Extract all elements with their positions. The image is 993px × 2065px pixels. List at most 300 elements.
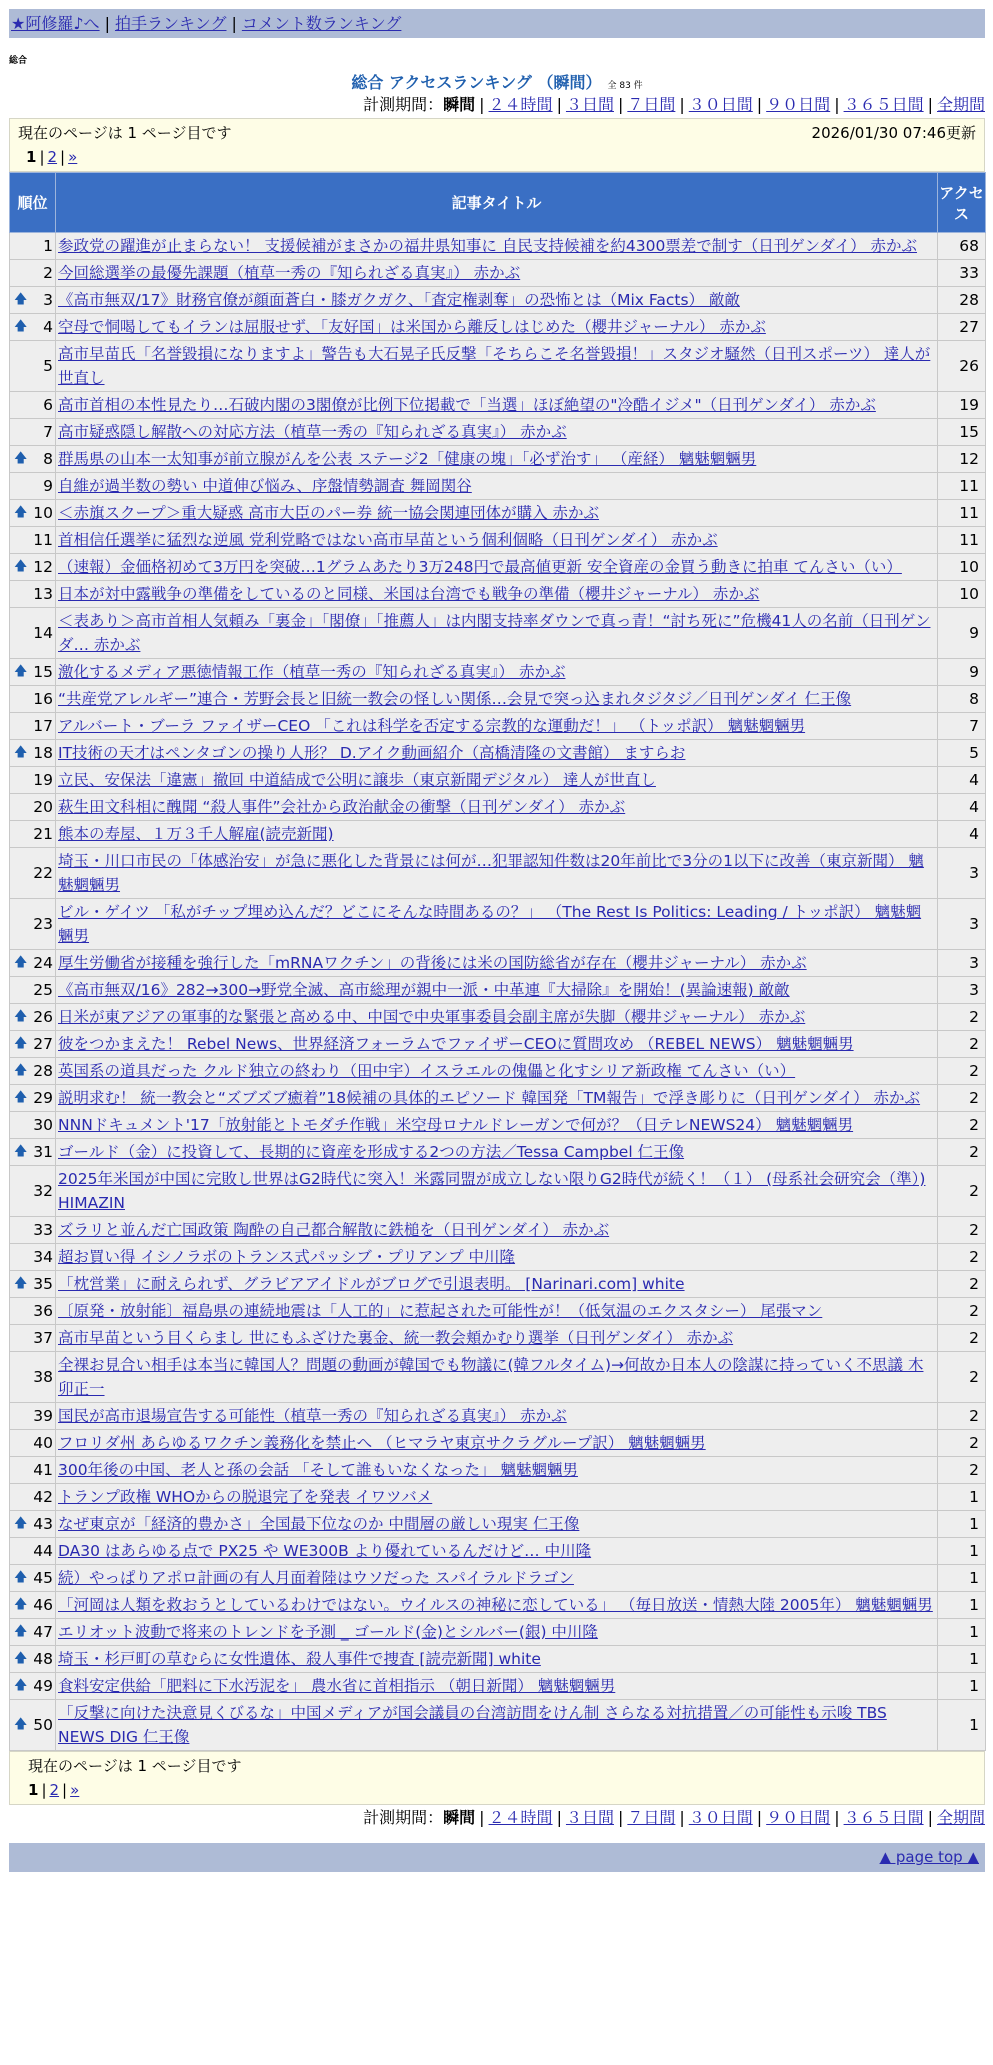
title-cell — [56, 950, 938, 977]
rank-number: 24 — [33, 954, 53, 972]
rank-cell — [10, 1298, 56, 1325]
title-cell — [56, 260, 938, 287]
title-cell — [56, 794, 938, 821]
table-row — [10, 1085, 986, 1112]
article-link[interactable]: 300年後の中国、老人と孫の会話 「そして誰もいなくなった」 魑魅魍魎男 — [58, 1461, 578, 1479]
rank-cell — [10, 977, 56, 1004]
period-current: 瞬間 — [443, 95, 476, 114]
article-link[interactable]: 激化するメディア悪徳情報工作（植草一秀の『知られざる真実』） 赤かぶ — [58, 663, 566, 681]
access-count: 12 — [938, 446, 986, 473]
article-link[interactable]: 「反撃に向けた決意見くびるな」中国メディアが国会議員の台湾訪問をけん制 さらなる対抗措置／の可能性も示唆 TBS NEWS DIG 仁王像 — [58, 1704, 887, 1746]
period-3d-bottom[interactable]: ３日間 — [565, 1808, 614, 1827]
rank-number: 30 — [33, 1116, 53, 1134]
rank-number: 40 — [33, 1434, 53, 1452]
period-7d-bottom[interactable]: ７日間 — [627, 1808, 676, 1827]
rank-cell — [10, 500, 56, 527]
period-all-bottom[interactable]: 全期間 — [936, 1808, 985, 1827]
table-row — [10, 527, 986, 554]
top-nav — [9, 9, 985, 38]
title-cell — [56, 233, 938, 260]
period-current-bottom: 瞬間 — [443, 1808, 476, 1827]
rank-cell — [10, 233, 56, 260]
period-30d-bottom[interactable]: ３０日間 — [688, 1808, 753, 1827]
access-count: 1 — [938, 1700, 986, 1751]
arrow-up-icon: 🡅 — [14, 1516, 28, 1531]
period-3d[interactable]: ３日間 — [565, 95, 614, 114]
title-cell — [56, 1244, 938, 1271]
access-count: 3 — [938, 899, 986, 950]
title-cell — [56, 1592, 938, 1619]
article-link[interactable]: 国民が高市退場宣告する可能性（植草一秀の『知られざる真実』） 赤かぶ — [58, 1407, 567, 1425]
access-count: 1 — [938, 1565, 986, 1592]
article-link[interactable]: IT技術の天才はペンタゴンの操り人形？ D.アイク動画紹介（高橋清隆の文書館） ますらお — [58, 744, 686, 762]
rank-cell — [10, 419, 56, 446]
title-cell — [56, 1004, 938, 1031]
rank-number: 48 — [33, 1650, 53, 1668]
rank-number: 21 — [33, 825, 53, 843]
article-link[interactable]: 群馬県の山本一太知事が前立腺がんを公表 ステージ2「健康の塊」「必ず治す」 （産経） 魑魅魍魎男 — [58, 450, 757, 468]
access-count: 11 — [938, 527, 986, 554]
access-count: 2 — [938, 1166, 986, 1217]
current-page-text-bottom: 現在のページは 1 ページ目です — [28, 1757, 242, 1775]
table-row — [10, 821, 986, 848]
article-link[interactable]: 高市疑惑隠し解散への対応方法（植草一秀の『知られざる真実』） 赤かぶ — [58, 423, 567, 441]
table-row — [10, 1673, 986, 1700]
article-link[interactable]: 自維が過半数の勢い 中道伸び悩み、序盤情勢調査 舞岡関谷 — [58, 477, 472, 495]
article-link[interactable]: 全裸お見合い相手は本当に韓国人？問題の動画が韓国でも物議に(韓フルタイム)→何故か日本人の陰謀に持っていく不思議 木卯正一 — [58, 1356, 924, 1398]
article-link[interactable]: 「枕営業」に耐えられず、グラビアアイドルがブログで引退表明。 [Narinari.com] white — [58, 1275, 685, 1293]
rank-cell — [10, 767, 56, 794]
access-count: 4 — [938, 794, 986, 821]
pager-current: 1 — [26, 148, 37, 166]
title-cell — [56, 1085, 938, 1112]
nav-link-applause-ranking[interactable]: 拍手ランキング — [114, 14, 227, 33]
article-link[interactable]: 英国系の道具だった クルド独立の終わり（田中宇）イスラエルの傀儡と化すシリア新政権 てんさい（い） — [58, 1062, 796, 1080]
access-count: 2 — [938, 1352, 986, 1403]
article-link[interactable]: なぜ東京が「経済的豊かさ」全国最下位なのか 中間層の厳しい現実 仁王像 — [58, 1515, 580, 1533]
title-cell — [56, 1565, 938, 1592]
table-row — [10, 1244, 986, 1271]
access-count: 3 — [938, 848, 986, 899]
period-365d[interactable]: ３６５日間 — [843, 95, 924, 114]
rank-number: 7 — [43, 423, 53, 441]
table-row — [10, 1139, 986, 1166]
rank-cell — [10, 260, 56, 287]
rank-number: 18 — [33, 744, 53, 762]
table-row — [10, 1004, 986, 1031]
period-selector-top: 計測期間：瞬間 | ２４時間 | ３日間 | ７日間 | ３０日間 | ９０日間 | ３６５日間 | 全期間 — [363, 95, 985, 114]
rank-cell — [10, 287, 56, 314]
rank-cell — [10, 554, 56, 581]
rank-cell — [10, 1457, 56, 1484]
rank-cell — [10, 314, 56, 341]
article-link[interactable]: 「河岡は人類を救おうとしているわけではない。ウイルスの神秘に恋している」 （毎日放送・情熱大陸 2005年） 魑魅魍魎男 — [58, 1596, 933, 1614]
article-link[interactable]: 2025年米国が中国に完敗し世界はG2時代に突入！米露同盟が成立しない限りG2時代が続く！（１） (母系社会研究会（準）) HIMAZIN — [58, 1170, 926, 1212]
article-link[interactable]: ゴールド（金）に投資して、長期的に資産を形成する2つの方法／Tessa Campbel 仁王像 — [58, 1143, 685, 1161]
access-count: 1 — [938, 1592, 986, 1619]
rank-cell — [10, 1085, 56, 1112]
rank-number: 44 — [33, 1542, 53, 1560]
rank-cell — [10, 713, 56, 740]
article-link[interactable]: 埼玉・杉戸町の草むらに女性遺体、殺人事件で捜査 [読売新聞] white — [58, 1650, 541, 1668]
page-top-link[interactable]: ▲ page top ▲ — [879, 1848, 979, 1866]
rank-cell — [10, 608, 56, 659]
title-cell — [56, 1457, 938, 1484]
rank-number: 8 — [43, 450, 53, 468]
title-cell — [56, 1352, 938, 1403]
rank-number: 41 — [33, 1461, 53, 1479]
nav-separator: | — [231, 14, 237, 33]
article-link[interactable]: 厚生労働省が接種を強行した「mRNAワクチン」の背後には米の国防総省が存在（櫻井ジャーナル） 赤かぶ — [58, 954, 807, 972]
rank-number: 39 — [33, 1407, 53, 1425]
article-link[interactable]: ズラリと並んだ亡国政策 陶酔の自己都合解散に鉄槌を（日刊ゲンダイ） 赤かぶ — [58, 1221, 610, 1239]
article-link[interactable]: アルバート・ブーラ ファイザーCEO 「これは科学を否定する宗教的な運動だ！」 （トッポ訳） 魑魅魍魎男 — [58, 717, 806, 735]
arrow-up-icon: 🡅 — [14, 664, 28, 679]
access-count: 2 — [938, 1430, 986, 1457]
access-count: 1 — [938, 1484, 986, 1511]
access-count: 8 — [938, 686, 986, 713]
rank-number: 14 — [33, 624, 53, 642]
rank-cell — [10, 1352, 56, 1403]
article-link[interactable]: 《高市無双/17》財務官僚が顔面蒼白・膝ガクガク、「査定権剥奪」の恐怖とは（Mix Facts） 敵敵 — [58, 291, 740, 309]
title-cell — [56, 1646, 938, 1673]
period-90d[interactable]: ９０日間 — [766, 95, 831, 114]
access-count: 9 — [938, 659, 986, 686]
rank-number: 6 — [43, 396, 53, 414]
title-cell — [56, 740, 938, 767]
article-link[interactable]: 参政党の躍進が止まらない！ 支援候補がまさかの福井県知事に 自民支持候補を約4300票差で制す（日刊ゲンダイ） 赤かぶ — [58, 237, 917, 255]
rank-number: 35 — [33, 1275, 53, 1293]
table-row — [10, 1511, 986, 1538]
table-row — [10, 794, 986, 821]
article-link[interactable]: 高市首相の本性見たり…石破内閣の3閣僚が比例下位掲載で「当選」ほぼ絶望の"冷酷イジメ"（日刊ゲンダイ） 赤かぶ — [58, 396, 876, 414]
article-link[interactable]: 《高市無双/16》282→300→野党全滅、高市総理が親中一派・中革連『大掃除』を開始！(異論速報) 敵敵 — [58, 981, 790, 999]
rank-cell — [10, 446, 56, 473]
access-count: 2 — [938, 1298, 986, 1325]
rank-number: 17 — [33, 717, 53, 735]
pager-page-2[interactable]: 2 — [47, 148, 58, 166]
article-link[interactable]: NNNドキュメント'17「放射能とトモダチ作戦」米空母ロナルドレーガンで何が？（日テレNEWS24） 魑魅魍魎男 — [58, 1116, 854, 1134]
arrow-up-icon: 🡅 — [14, 292, 28, 307]
rank-number: 9 — [43, 477, 53, 495]
nav-link-comment-ranking[interactable]: コメント数ランキング — [241, 14, 402, 33]
arrow-up-icon: 🡅 — [14, 1090, 28, 1105]
table-row — [10, 500, 986, 527]
access-count: 2 — [938, 1085, 986, 1112]
rank-cell — [10, 899, 56, 950]
table-row — [10, 1166, 986, 1217]
rank-number: 47 — [33, 1623, 53, 1641]
access-count: 5 — [938, 740, 986, 767]
rank-cell — [10, 1565, 56, 1592]
article-link[interactable]: トランプ政権 WHOからの脱退完了を発表 イワツバメ — [58, 1488, 433, 1506]
article-link[interactable]: 埼玉・川口市民の「体感治安」が急に悪化した背景には何が…犯罪認知件数は20年前比で3分の1以下に改善（東京新聞） 魑魅魍魎男 — [58, 852, 924, 894]
rank-number: 4 — [43, 318, 53, 336]
title-cell — [56, 1484, 938, 1511]
access-count: 1 — [938, 1646, 986, 1673]
title-cell — [56, 1511, 938, 1538]
period-90d-bottom[interactable]: ９０日間 — [766, 1808, 831, 1827]
rank-cell — [10, 1592, 56, 1619]
rank-number: 38 — [33, 1368, 53, 1386]
table-row — [10, 713, 986, 740]
article-link[interactable]: 立民、安保法「違憲」撤回 中道結成で公明に譲歩（東京新聞デジタル） 達人が世直し — [58, 771, 656, 789]
article-link[interactable]: ＜赤旗スクープ＞重大疑惑 高市大臣のパー券 統一協会関連団体が購入 赤かぶ — [58, 504, 600, 522]
table-row — [10, 260, 986, 287]
access-count: 2 — [938, 1217, 986, 1244]
title-cell — [56, 1700, 938, 1751]
article-link[interactable]: 萩生田文科相に醜聞 “殺人事件”会社から政治献金の衝撃（日刊ゲンダイ） 赤かぶ — [58, 798, 626, 816]
article-link[interactable]: 高市早苗という目くらまし 世にもふざけた裏金、統一教会頬かむり選挙（日刊ゲンダイ） 赤かぶ — [58, 1329, 734, 1347]
title-cell — [56, 473, 938, 500]
table-row — [10, 1457, 986, 1484]
arrow-up-icon: 🡅 — [14, 1597, 28, 1612]
rank-cell — [10, 473, 56, 500]
rank-number: 13 — [33, 585, 53, 603]
period-label: 計測期間： — [363, 95, 444, 114]
table-row — [10, 950, 986, 977]
table-row — [10, 392, 986, 419]
column-header-access: アクセス — [938, 173, 986, 233]
rank-number: 3 — [43, 291, 53, 309]
article-link[interactable]: 高市早苗氏「名誉毀損になりますよ」警告も大石晃子氏反撃「そちらこそ名誉毀損！」スタジオ騒然（日刊スポーツ） 達人が世直し — [58, 345, 931, 387]
table-row — [10, 341, 986, 392]
article-link[interactable]: 今回総選挙の最優先課題（植草一秀の『知られざる真実』） 赤かぶ — [58, 264, 521, 282]
article-link[interactable]: 日本が対中露戦争の準備をしているのと同様、米国は台湾でも戦争の準備（櫻井ジャーナル） 赤かぶ — [58, 585, 760, 603]
title-cell — [56, 848, 938, 899]
rank-number: 28 — [33, 1062, 53, 1080]
arrow-up-icon: 🡅 — [14, 1009, 28, 1024]
period-30d[interactable]: ３０日間 — [688, 95, 753, 114]
rank-number: 36 — [33, 1302, 53, 1320]
article-link[interactable]: 〔原発・放射能〕福島県の連続地震は「人工的」に惹起された可能性が！（低気温のエクスタシー） 尾張マン — [58, 1302, 823, 1320]
article-link[interactable]: ビル・ゲイツ 「私がチップ埋め込んだ？どこにそんな時間あるの？」 （The Rest Is Politics: Leading / トッポ訳） 魑魅魍魎男 — [58, 903, 922, 945]
page-heading — [9, 70, 985, 92]
table-row — [10, 419, 986, 446]
article-link[interactable]: （速報）金価格初めて3万円を突破…1グラムあたり3万248円で最高値更新 安全資産の金買う動きに拍車 てんさい（い） — [58, 558, 902, 576]
footer-bar — [9, 1843, 985, 1872]
rank-cell — [10, 1538, 56, 1565]
page — [9, 9, 985, 1872]
rank-cell — [10, 659, 56, 686]
title-cell — [56, 392, 938, 419]
arrow-up-icon: 🡅 — [14, 559, 28, 574]
table-row — [10, 1538, 986, 1565]
title-cell — [56, 1031, 938, 1058]
title-cell — [56, 977, 938, 1004]
page-info-box-bottom — [9, 1751, 985, 1805]
title-cell — [56, 527, 938, 554]
title-cell — [56, 1538, 938, 1565]
table-row — [10, 1271, 986, 1298]
article-link[interactable]: フロリダ州 あらゆるワクチン義務化を禁止へ （ヒマラヤ東京サクラグループ訳） 魑魅魍魎男 — [58, 1434, 706, 1452]
pager-next[interactable]: » — [68, 148, 78, 166]
rank-number: 42 — [33, 1488, 53, 1506]
rank-cell — [10, 1673, 56, 1700]
rank-number: 26 — [33, 1008, 53, 1026]
total-count: 全 83 件 — [607, 81, 643, 91]
updated-timestamp: 2026/01/30 07:46更新 — [811, 124, 976, 142]
table-row — [10, 473, 986, 500]
article-link[interactable]: 日米が東アジアの軍事的な緊張と高める中、中国で中央軍事委員会副主席が失脚（櫻井ジャーナル） 赤かぶ — [58, 1008, 806, 1026]
table-row — [10, 287, 986, 314]
rank-number: 19 — [33, 771, 53, 789]
access-count: 4 — [938, 821, 986, 848]
title-cell — [56, 1139, 938, 1166]
rank-cell — [10, 1700, 56, 1751]
rank-cell — [10, 1619, 56, 1646]
rank-cell — [10, 341, 56, 392]
pager-next-bottom[interactable]: » — [70, 1781, 80, 1799]
rank-cell — [10, 1646, 56, 1673]
nav-link-home[interactable]: ★阿修羅♪へ — [11, 14, 100, 33]
rank-cell — [10, 527, 56, 554]
rank-number: 15 — [33, 663, 53, 681]
article-link[interactable]: “共産党アレルギー”連合・芳野会長と旧統一教会の怪しい関係…会見で突っ込まれタジタジ／日刊ゲンダイ 仁王像 — [58, 690, 852, 708]
access-count: 3 — [938, 977, 986, 1004]
rank-cell — [10, 1244, 56, 1271]
rank-number: 33 — [33, 1221, 53, 1239]
article-link[interactable]: 首相信任選挙に猛烈な逆風 党利党略ではない高市早苗という個利個略（日刊ゲンダイ） 赤かぶ — [58, 531, 718, 549]
article-link[interactable]: 熊本の寿屋、１万３千人解雇(読売新聞) — [58, 825, 334, 843]
column-header-title: 記事タイトル — [56, 173, 938, 233]
title-cell — [56, 1058, 938, 1085]
article-link[interactable]: 続）やっぱりアポロ計画の有人月面着陸はウソだった スパイラルドラゴン — [58, 1569, 574, 1587]
article-link[interactable]: ＜表あり＞高市首相人気頼み「裏金」「閣僚」「推薦人」は内閣支持率ダウンで真っ青！“討ち死に”危機41人の名前（日刊ゲンダ… 赤かぶ — [58, 612, 931, 654]
access-count: 10 — [938, 581, 986, 608]
access-count: 28 — [938, 287, 986, 314]
title-cell — [56, 686, 938, 713]
title-cell — [56, 659, 938, 686]
title-cell — [56, 581, 938, 608]
rank-cell — [10, 686, 56, 713]
rank-cell — [10, 1484, 56, 1511]
rank-cell — [10, 581, 56, 608]
rank-number: 20 — [33, 798, 53, 816]
article-link[interactable]: 空母で恫喝してもイランは屈服せず、「友好国」は米国から離反しはじめた（櫻井ジャーナル） 赤かぶ — [58, 318, 766, 336]
access-count: 2 — [938, 1403, 986, 1430]
title-cell — [56, 1673, 938, 1700]
access-count: 19 — [938, 392, 986, 419]
arrow-up-icon: 🡅 — [14, 319, 28, 334]
arrow-up-icon: 🡅 — [14, 1570, 28, 1585]
pager-page-2-bottom[interactable]: 2 — [49, 1781, 60, 1799]
title-cell — [56, 314, 938, 341]
article-link[interactable]: エリオット波動で将来のトレンドを予測 _ ゴールド(金)とシルバー(銀) 中川隆 — [58, 1623, 598, 1641]
title-cell — [56, 500, 938, 527]
access-count: 10 — [938, 554, 986, 581]
period-365d-bottom[interactable]: ３６５日間 — [843, 1808, 924, 1827]
table-row — [10, 554, 986, 581]
title-cell — [56, 1271, 938, 1298]
period-all[interactable]: 全期間 — [936, 95, 985, 114]
rank-cell — [10, 1271, 56, 1298]
access-count: 9 — [938, 608, 986, 659]
title-cell — [56, 341, 938, 392]
rank-number: 25 — [33, 981, 53, 999]
table-row — [10, 608, 986, 659]
title-cell — [56, 554, 938, 581]
title-cell — [56, 287, 938, 314]
access-count: 11 — [938, 473, 986, 500]
period-24h[interactable]: ２４時間 — [488, 95, 553, 114]
table-row — [10, 848, 986, 899]
title-cell — [56, 1217, 938, 1244]
rank-cell — [10, 1031, 56, 1058]
title-cell — [56, 767, 938, 794]
table-row — [10, 1058, 986, 1085]
category-tag: 総合 — [9, 56, 28, 66]
table-row — [10, 446, 986, 473]
table-row — [10, 659, 986, 686]
rank-cell — [10, 821, 56, 848]
rank-number: 29 — [33, 1089, 53, 1107]
arrow-up-icon: 🡅 — [14, 451, 28, 466]
rank-cell — [10, 1139, 56, 1166]
article-link[interactable]: 超お買い得 イシノラボのトランス式パッシブ・プリアンプ 中川隆 — [58, 1248, 516, 1266]
table-row — [10, 1352, 986, 1403]
period-24h-bottom[interactable]: ２４時間 — [488, 1808, 553, 1827]
article-link[interactable]: 彼をつかまえた！ Rebel News、世界経済フォーラムでファイザーCEOに質問攻め （REBEL NEWS） 魑魅魍魎男 — [58, 1035, 854, 1053]
title-cell — [56, 1298, 938, 1325]
title-cell — [56, 608, 938, 659]
rank-number: 27 — [33, 1035, 53, 1053]
access-count: 68 — [938, 233, 986, 260]
table-row — [10, 1484, 986, 1511]
rank-number: 12 — [33, 558, 53, 576]
title-cell — [56, 446, 938, 473]
access-count: 27 — [938, 314, 986, 341]
article-link[interactable]: DA30 はあらゆる点で PX25 や WE300B より優れているんだけど… 中川隆 — [58, 1542, 592, 1560]
rank-number: 37 — [33, 1329, 53, 1347]
rank-number: 16 — [33, 690, 53, 708]
table-row — [10, 1325, 986, 1352]
pager-top: 1 | 2 | » — [26, 148, 78, 166]
rank-number: 43 — [33, 1515, 53, 1533]
access-count: 15 — [938, 419, 986, 446]
period-7d[interactable]: ７日間 — [627, 95, 676, 114]
table-row — [10, 1403, 986, 1430]
title-cell — [56, 821, 938, 848]
table-row — [10, 899, 986, 950]
article-link[interactable]: 説明求む！ 統一教会と“ズブズブ癒着”18候補の具体的エピソード 韓国発「TM報告」で浮き彫りに（日刊ゲンダイ） 赤かぶ — [58, 1089, 921, 1107]
arrow-up-icon: 🡅 — [14, 1144, 28, 1159]
rank-cell — [10, 1112, 56, 1139]
rank-number: 10 — [33, 504, 53, 522]
column-header-rank: 順位 — [10, 173, 56, 233]
access-count: 2 — [938, 1139, 986, 1166]
rank-number: 46 — [33, 1596, 53, 1614]
rank-cell — [10, 740, 56, 767]
table-row — [10, 233, 986, 260]
rank-cell — [10, 1325, 56, 1352]
arrow-up-icon: 🡅 — [14, 1063, 28, 1078]
article-link[interactable]: 食料安定供給「肥料に下水汚泥を」 農水省に首相指示 （朝日新聞） 魑魅魍魎男 — [58, 1677, 616, 1695]
arrow-up-icon: 🡅 — [14, 1717, 28, 1732]
title-cell — [56, 1112, 938, 1139]
rank-cell — [10, 1058, 56, 1085]
page-title: 総合 アクセスランキング （瞬間） — [351, 73, 602, 92]
rank-cell — [10, 1166, 56, 1217]
title-cell — [56, 419, 938, 446]
arrow-up-icon: 🡅 — [14, 1036, 28, 1051]
rank-cell — [10, 1217, 56, 1244]
rank-number: 32 — [33, 1182, 53, 1200]
table-row — [10, 1619, 986, 1646]
arrow-up-icon: 🡅 — [14, 1678, 28, 1693]
title-cell — [56, 899, 938, 950]
title-cell — [56, 1166, 938, 1217]
